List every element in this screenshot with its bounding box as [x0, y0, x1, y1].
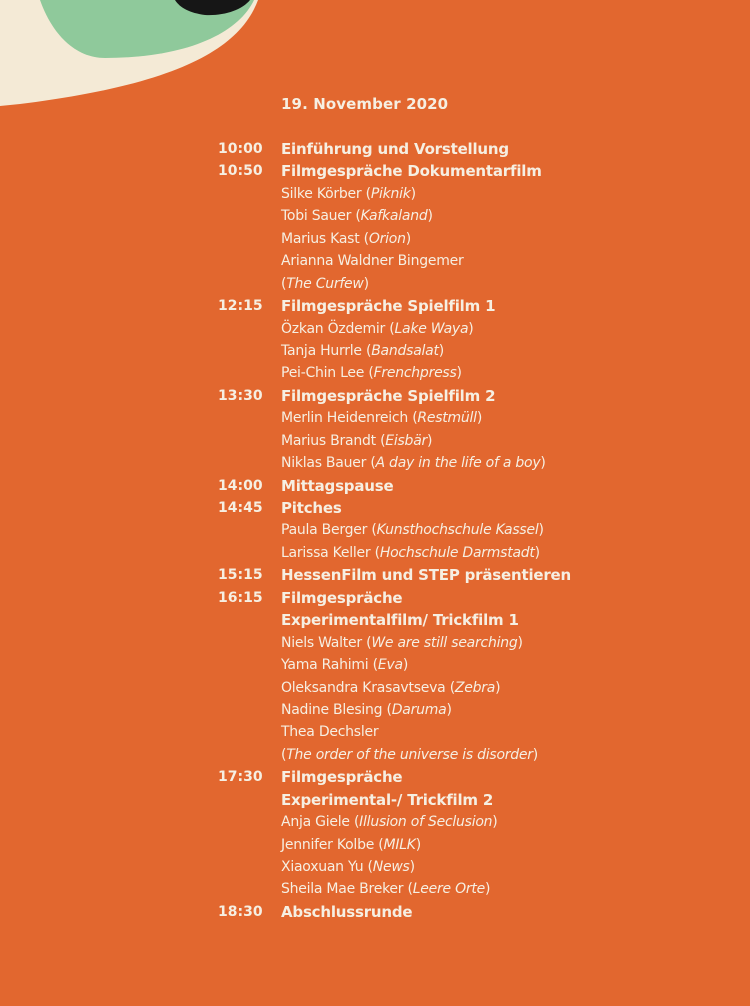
- participant-name: Marius Brandt: [281, 432, 376, 449]
- participant-line: [281, 250, 463, 272]
- session-title: Experimentalfilm/ Trickfilm 1: [281, 611, 519, 630]
- work-title: Kunsthochschule Kassel: [376, 522, 539, 539]
- work-title: Frenchpress: [373, 365, 457, 382]
- participant-name: Marius Kast: [281, 230, 360, 247]
- participant-line: Paula Berger (Kunsthochschule Kassel): [281, 522, 544, 539]
- participant-line: Niklas Bauer (A day in the life of a boy): [281, 455, 546, 472]
- participant-line: Niels Walter (We are still searching): [281, 634, 523, 651]
- participant-name: Thea Dechsler: [281, 724, 379, 741]
- work-title: News: [372, 859, 410, 875]
- schedule-row: [0, 205, 750, 227]
- schedule-row: [0, 632, 750, 654]
- work-title: The order of the universe is disorder: [286, 746, 533, 763]
- participant-name: Niklas Bauer: [281, 455, 367, 472]
- schedule-row: [0, 183, 750, 205]
- schedule-row: [0, 901, 750, 923]
- decorative-wave-graphic: [0, 0, 750, 140]
- schedule-time: 13:30: [218, 387, 263, 404]
- participant-name: Larissa Keller: [281, 544, 371, 561]
- schedule-row: [0, 340, 750, 362]
- participant-line: Jennifer Kolbe (MILK): [281, 836, 421, 853]
- participant-line: Marius Kast (Orion): [281, 230, 411, 247]
- participant-name: Pei-Chin Lee: [281, 365, 365, 382]
- participant-name: Sheila Mae Breker: [281, 881, 404, 898]
- participant-name: Xiaoxuan Yu: [281, 859, 364, 875]
- participant-name: Tobi Sauer: [281, 208, 352, 225]
- participant-line: Yama Rahimi (Eva): [281, 657, 409, 674]
- schedule-row: [0, 452, 750, 474]
- participant-line: (The Curfew): [281, 275, 369, 292]
- participant-name: Tanja Hurrle: [281, 342, 362, 359]
- participant-line: Tanja Hurrle (Bandsalat): [281, 342, 444, 359]
- participant-line: Özkan Özdemir (Lake Waya): [281, 320, 474, 337]
- schedule-row: [0, 497, 750, 519]
- session-title: Filmgespräche: [281, 588, 403, 607]
- schedule-row: [0, 430, 750, 452]
- schedule-row: [0, 475, 750, 497]
- schedule-time: 10:50: [218, 163, 263, 180]
- participant-name: Silke Körber: [281, 185, 362, 202]
- work-title: The Curfew: [286, 275, 364, 292]
- schedule-row: [0, 542, 750, 564]
- participant-name: Özkan Özdemir: [281, 320, 386, 337]
- participant-name: Yama Rahimi: [281, 657, 369, 674]
- session-title: Mittagspause: [281, 476, 394, 495]
- schedule-time: 14:45: [218, 500, 263, 516]
- schedule-time: 16:15: [218, 589, 263, 606]
- schedule-row: [0, 834, 750, 856]
- schedule-list: [0, 138, 750, 923]
- participant-line: (The order of the universe is disorder): [281, 746, 539, 763]
- schedule-time: 15:15: [218, 567, 263, 584]
- schedule-row: [0, 250, 750, 272]
- work-title: Kafkaland: [360, 208, 428, 225]
- participant-name: Nadine Blesing: [281, 701, 383, 718]
- participant-name: Oleksandra Krasavtseva: [281, 679, 446, 696]
- schedule-row: [0, 519, 750, 541]
- schedule-time: 14:00: [218, 477, 263, 494]
- schedule-row: [0, 699, 750, 721]
- participant-line: [281, 721, 378, 743]
- work-title: A day in the life of a boy: [375, 455, 541, 472]
- schedule-row: [0, 273, 750, 295]
- participant-line: Larissa Keller (Hochschule Darmstadt): [281, 544, 540, 561]
- schedule-time: 12:15: [218, 298, 263, 315]
- participant-name: Niels Walter: [281, 634, 362, 651]
- work-title: Eva: [377, 657, 403, 674]
- session-title: Experimental-/ Trickfilm 2: [281, 790, 494, 809]
- session-title: Pitches: [281, 499, 342, 517]
- schedule-row: [0, 564, 750, 586]
- schedule-row: [0, 362, 750, 384]
- schedule-row: [0, 609, 750, 631]
- participant-line: Sheila Mae Breker (Leere Orte): [281, 881, 491, 898]
- participant-line: Marius Brandt (Eisbär): [281, 432, 433, 449]
- schedule-row: [0, 295, 750, 317]
- schedule-row: [0, 385, 750, 407]
- schedule-row: [0, 789, 750, 811]
- work-title: Zebra: [454, 679, 496, 696]
- work-title: Piknik: [370, 185, 411, 202]
- schedule-row: [0, 160, 750, 182]
- schedule-time: 10:00: [218, 141, 263, 157]
- session-title: Filmgespräche: [281, 768, 403, 787]
- session-title: Abschlussrunde: [281, 902, 413, 921]
- work-title: Illusion of Seclusion: [359, 814, 493, 831]
- participant-name: Paula Berger: [281, 522, 368, 539]
- participant-line: Xiaoxuan Yu (News): [281, 859, 415, 875]
- event-date: 19. November 2020: [281, 95, 449, 113]
- participant-line: Tobi Sauer (Kafkaland): [281, 208, 433, 225]
- schedule-row: [0, 654, 750, 676]
- participant-line: Pei-Chin Lee (Frenchpress): [281, 365, 462, 382]
- participant-name: Arianna Waldner Bingemer: [281, 253, 464, 270]
- session-title: Einführung und Vorstellung: [281, 140, 509, 158]
- session-title: Filmgespräche Spielfilm 2: [281, 386, 496, 405]
- schedule-row: [0, 766, 750, 788]
- participant-line: Oleksandra Krasavtseva (Zebra): [281, 679, 501, 696]
- work-title: Daruma: [391, 701, 447, 718]
- schedule-row: [0, 878, 750, 900]
- schedule-row: [0, 407, 750, 429]
- schedule-row: [0, 856, 750, 878]
- participant-line: Nadine Blesing (Daruma): [281, 701, 452, 718]
- work-title: Orion: [368, 230, 406, 247]
- schedule-row: [0, 811, 750, 833]
- schedule-row: [0, 677, 750, 699]
- participant-line: Silke Körber (Piknik): [281, 185, 416, 202]
- schedule-row: [0, 228, 750, 250]
- schedule-row: [0, 318, 750, 340]
- schedule-row: [0, 721, 750, 743]
- work-title: Bandsalat: [371, 342, 439, 359]
- schedule-time: 18:30: [218, 903, 263, 920]
- participant-line: Merlin Heidenreich (Restmüll): [281, 410, 483, 427]
- work-title: Restmüll: [417, 410, 477, 427]
- work-title: Lake Waya: [394, 320, 469, 337]
- work-title: MILK: [383, 836, 416, 853]
- work-title: Eisbär: [385, 432, 428, 449]
- participant-line: Anja Giele (Illusion of Seclusion): [281, 814, 498, 831]
- schedule-row: [0, 587, 750, 609]
- schedule-row: [0, 138, 750, 160]
- schedule-time: 17:30: [218, 769, 263, 786]
- work-title: Leere Orte: [412, 881, 485, 898]
- work-title: We are still searching: [371, 634, 518, 651]
- participant-name: Jennifer Kolbe: [281, 836, 375, 853]
- work-title: Hochschule Darmstadt: [379, 544, 535, 561]
- participant-name: Merlin Heidenreich: [281, 410, 408, 427]
- session-title: HessenFilm und STEP präsentieren: [281, 566, 572, 585]
- schedule-row: [0, 744, 750, 766]
- participant-name: Anja Giele: [281, 814, 350, 831]
- session-title: Filmgespräche Dokumentarfilm: [281, 162, 542, 181]
- session-title: Filmgespräche Spielfilm 1: [281, 297, 496, 316]
